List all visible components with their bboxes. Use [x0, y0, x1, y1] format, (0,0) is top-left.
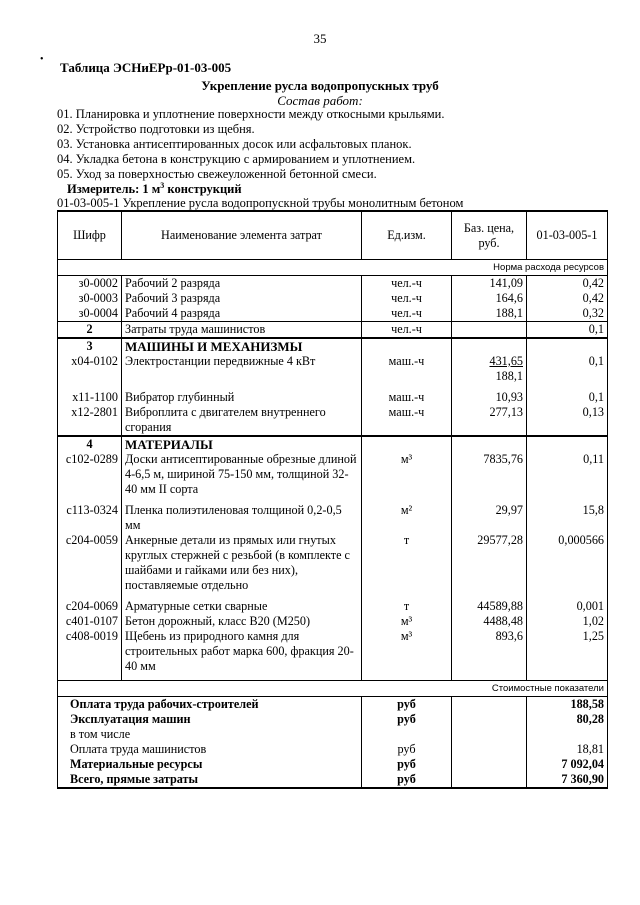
table-row [58, 354, 608, 384]
section-title: МАШИНЫ И МЕХАНИЗМЫ [122, 338, 362, 354]
row-value: 0,1 [527, 390, 608, 405]
row-code: з0-0002 [58, 276, 122, 292]
summary-value: 18,81 [527, 742, 608, 757]
row-price: 141,09 [452, 276, 527, 292]
row-code: х04-0102 [58, 354, 122, 384]
row-name: Бетон дорожный, класс В20 (М250) [122, 614, 362, 629]
meter-rest: конструкций [164, 182, 242, 197]
work-item: 05. Уход за поверхностью свежеуложенной бетонной смеси. [57, 167, 377, 181]
row-unit: м³ [362, 629, 452, 674]
table-row [58, 629, 608, 674]
machinist-row [58, 322, 608, 339]
resource-table [57, 210, 608, 789]
summary-label: в том числе [58, 727, 362, 742]
summary-unit: руб [362, 697, 452, 713]
row-code: с204-0059 [58, 533, 122, 593]
table-row [58, 503, 608, 533]
row-price [452, 322, 527, 339]
table-header-row [58, 211, 608, 260]
summary-row [58, 772, 608, 788]
header-unit: Ед.изм. [362, 211, 452, 260]
table-row [58, 291, 608, 306]
summary-row [58, 757, 608, 772]
summary-unit: руб [362, 772, 452, 788]
row-value: 0,11 [527, 452, 608, 497]
row-value: 1,02 [527, 614, 608, 629]
row-unit: м³ [362, 614, 452, 629]
row-name: Пленка полиэтиленовая толщиной 0,2-0,5 мм [122, 503, 362, 533]
row-code: с204-0069 [58, 599, 122, 614]
table-row [58, 405, 608, 436]
row-price: 4488,48 [452, 614, 527, 629]
summary-value: 188,58 [527, 697, 608, 713]
row-price: 893,6 [452, 629, 527, 674]
summary-unit [362, 727, 452, 742]
table-row [58, 599, 608, 614]
works-list [57, 107, 445, 182]
summary-row [58, 742, 608, 757]
summary-value: 80,28 [527, 712, 608, 727]
summary-row [58, 697, 608, 713]
row-name: Анкерные детали из прямых или гнутых круглых стержней с резьбой (в комплекте с шайбами и гайками или без них), поставляемые отдельно [122, 533, 362, 593]
meter-line [67, 181, 242, 197]
row-value: 0,001 [527, 599, 608, 614]
row-price: 188,1 [452, 306, 527, 322]
work-item: 03. Установка антисептированных досок или асфальтовых планок. [57, 137, 412, 151]
row-value: 1,25 [527, 629, 608, 674]
summary-label: Оплата труда машинистов [58, 742, 362, 757]
row-price: 164,6 [452, 291, 527, 306]
code-line: 01-03-005-1 Укрепление русла водопропускной трубы монолитным бетоном [57, 196, 464, 210]
row-code: с113-0324 [58, 503, 122, 533]
row-value: 0,1 [527, 322, 608, 339]
row-unit: чел.-ч [362, 291, 452, 306]
table-title: Таблица ЭСНиЕРр-01-03-005 [60, 60, 232, 75]
row-price: 7835,76 [452, 452, 527, 497]
row-price: 29577,28 [452, 533, 527, 593]
row-unit: чел.-ч [362, 306, 452, 322]
summary-value [527, 727, 608, 742]
row-unit: маш.-ч [362, 354, 452, 384]
work-item: 02. Устройство подготовки из щебня. [57, 122, 255, 136]
stray-mark: • [40, 54, 44, 65]
row-unit: маш.-ч [362, 390, 452, 405]
row-code: з0-0004 [58, 306, 122, 322]
cost-row [58, 681, 608, 697]
summary-label: Материальные ресурсы [58, 757, 362, 772]
section-num: 3 [58, 338, 122, 354]
work-item: 04. Укладка бетона в конструкцию с армированием и уплотнением. [57, 152, 416, 166]
table-row [58, 614, 608, 629]
summary-unit: руб [362, 742, 452, 757]
summary-unit: руб [362, 712, 452, 727]
row-code: с401-0107 [58, 614, 122, 629]
table-row [58, 306, 608, 322]
header-code: Шифр [58, 211, 122, 260]
row-unit: м² [362, 503, 452, 533]
work-item: 01. Планировка и уплотнение поверхности между откосными крыльями. [57, 107, 445, 121]
section-row-materials [58, 436, 608, 452]
section-num: 4 [58, 436, 122, 452]
table-row [58, 452, 608, 497]
table-row [58, 390, 608, 405]
row-code: с408-0019 [58, 629, 122, 674]
price-secondary: 188,1 [495, 369, 523, 383]
norm-row [58, 260, 608, 276]
row-code: х11-1100 [58, 390, 122, 405]
row-code: х12-2801 [58, 405, 122, 436]
row-unit: м³ [362, 452, 452, 497]
cost-label: Стоимостные показатели [58, 681, 608, 697]
row-value: 0,13 [527, 405, 608, 436]
section-row-machines [58, 338, 608, 354]
row-name: Арматурные сетки сварные [122, 599, 362, 614]
row-unit: маш.-ч [362, 405, 452, 436]
summary-row [58, 727, 608, 742]
row-name: Электростанции передвижные 4 кВт [122, 354, 362, 384]
summary-value: 7 360,90 [527, 772, 608, 788]
meter-label: Измеритель: 1 м [67, 182, 161, 197]
norm-label: Норма расхода ресурсов [58, 260, 608, 276]
row-unit: чел.-ч [362, 276, 452, 292]
row-unit: т [362, 533, 452, 593]
row-price: 29,97 [452, 503, 527, 533]
meter-sup: 3 [160, 181, 165, 190]
row-value: 0,42 [527, 276, 608, 292]
summary-label: Оплата труда рабочих-строителей [58, 697, 362, 713]
subheading: Состав работ: [277, 93, 363, 108]
summary-row [58, 712, 608, 727]
summary-label: Всего, прямые затраты [58, 772, 362, 788]
row-value: 15,8 [527, 503, 608, 533]
row-code: с102-0289 [58, 452, 122, 497]
row-name: Доски антисептированные обрезные длиной 4-6,5 м, шириной 75-150 мм, толщиной 32-40 мм II сорта [122, 452, 362, 497]
header-name: Наименование элемента затрат [122, 211, 362, 260]
row-value: 0,32 [527, 306, 608, 322]
row-name: Затраты труда машинистов [122, 322, 362, 339]
price-primary: 431,65 [489, 354, 523, 368]
row-price: 277,13 [452, 405, 527, 436]
summary-unit: руб [362, 757, 452, 772]
row-price: 10,93 [452, 390, 527, 405]
summary-value: 7 092,04 [527, 757, 608, 772]
row-unit: чел.-ч [362, 322, 452, 339]
heading: Укрепление русла водопропускных труб [201, 78, 439, 93]
row-name: Рабочий 4 разряда [122, 306, 362, 322]
row-name: Рабочий 3 разряда [122, 291, 362, 306]
row-value: 0,1 [527, 354, 608, 384]
table-row [58, 276, 608, 292]
page-number: 35 [313, 31, 327, 46]
table-row [58, 533, 608, 593]
row-price [452, 354, 527, 384]
row-value: 0,42 [527, 291, 608, 306]
row-name: Рабочий 2 разряда [122, 276, 362, 292]
row-unit: т [362, 599, 452, 614]
header-col: 01-03-005-1 [527, 211, 608, 260]
header-price: Баз. цена, руб. [452, 211, 527, 260]
row-code: 2 [58, 322, 122, 339]
row-value: 0,000566 [527, 533, 608, 593]
row-name: Вибратор глубинный [122, 390, 362, 405]
row-code: з0-0003 [58, 291, 122, 306]
row-name: Виброплита с двигателем внутреннего сгорания [122, 405, 362, 436]
row-price: 44589,88 [452, 599, 527, 614]
section-title: МАТЕРИАЛЫ [122, 436, 362, 452]
row-name: Щебень из природного камня для строительных работ марка 600, фракция 20-40 мм [122, 629, 362, 674]
summary-label: Эксплуатация машин [58, 712, 362, 727]
